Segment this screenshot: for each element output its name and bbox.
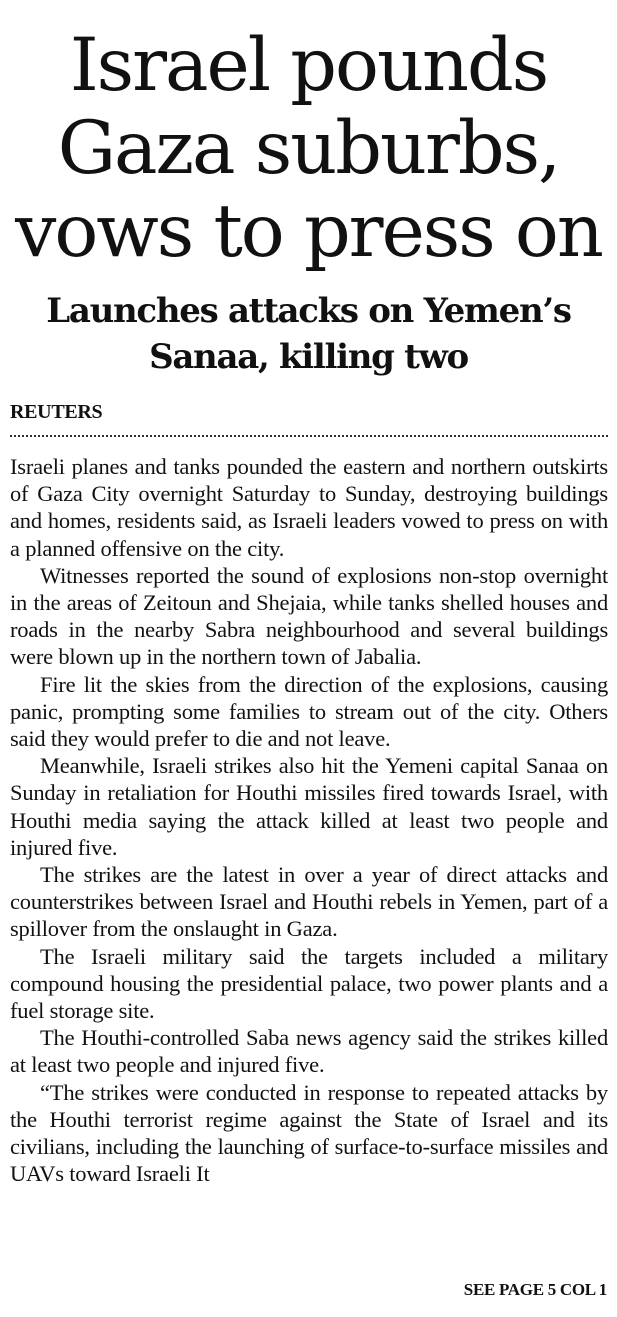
continuation-line: SEE PAGE 5 COL 1 <box>463 1280 607 1299</box>
paragraph: Meanwhile, Israeli strikes also hit the Yemeni capital Sanaa on Sunday in retaliation for Houthi missiles fired towards Israel, with Houthi media saying the attack killed at least two people and injured five. <box>10 753 608 860</box>
paragraph: The strikes are the latest in over a year of direct attacks and counterstrikes between Israel and Houthi rebels in Yemen, part of a spillover from the onslaught in Gaza. <box>10 862 608 942</box>
subheadline: Launches attacks on Yemen’s Sanaa, killing two <box>46 291 571 377</box>
paragraph: The Houthi-controlled Saba news agency said the strikes killed at least two people and injured five. <box>10 1025 608 1078</box>
paragraph: “The strikes were conducted in response to repeated attacks by the Houthi terrorist regime against the State of Israel and its civilians, including the launching of surface-to-surface missiles and UAVs toward Israeli It <box>10 1079 608 1187</box>
byline: REUTERS <box>10 401 103 423</box>
dotted-divider <box>10 435 608 437</box>
paragraph: Fire lit the skies from the direction of the explosions, causing panic, prompting some families to stream out of the city. Others said they would prefer to die and not leave. <box>10 671 608 752</box>
paragraph: Witnesses reported the sound of explosions non-stop overnight in the areas of Zeitoun and Shejaia, while tanks shelled houses and roads in the nearby Sabra neighbourhood and several buildings were blown up in the northern town of Jabalia. <box>10 562 608 670</box>
paragraph: The Israeli military said the targets included a military compound housing the presidential palace, two power plants and a fuel storage site. <box>10 943 608 1024</box>
headline: Israel pounds Gaza suburbs, vows to press on <box>15 23 602 274</box>
paragraph: Israeli planes and tanks pounded the eastern and northern outskirts of Gaza City overnight Saturday to Sunday, destroying buildings and homes, residents said, as Israeli leaders vowed to press on with a planned offensive on the city. <box>10 454 608 561</box>
article-body <box>10 453 608 1187</box>
